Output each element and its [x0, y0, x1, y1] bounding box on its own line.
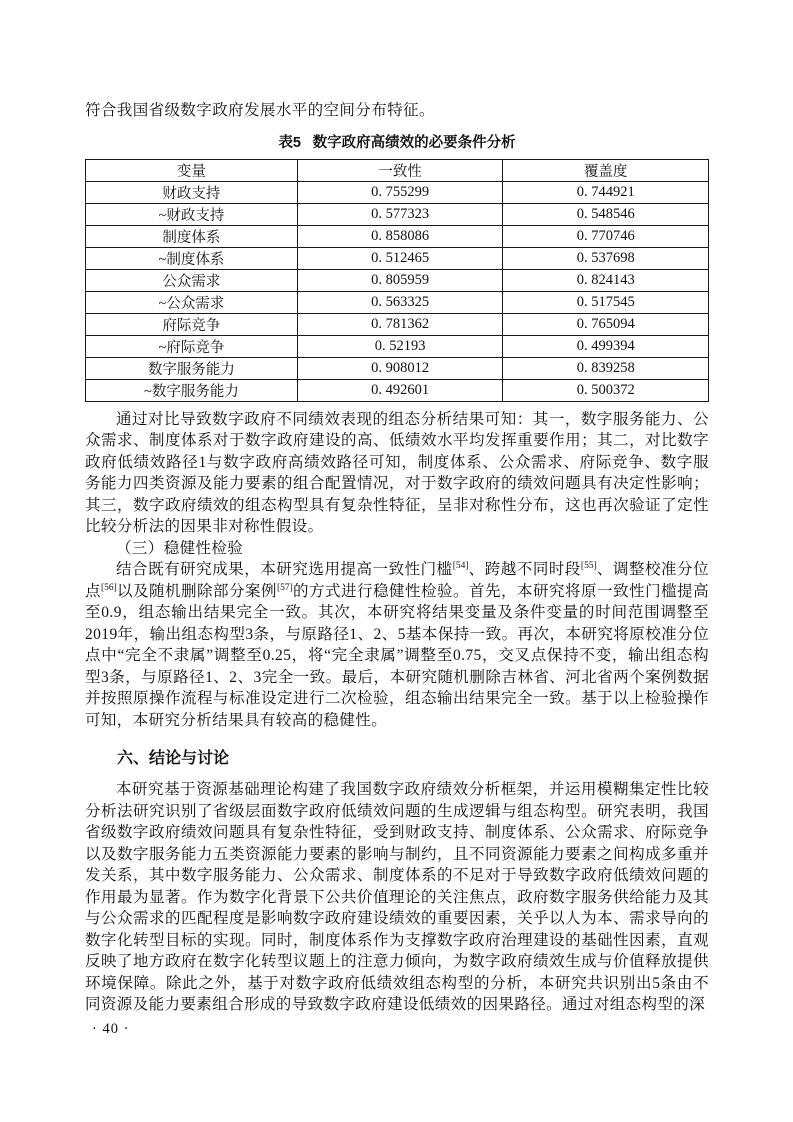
- table-cell: 0. 770746: [503, 225, 709, 247]
- table-cell: 府际竞争: [86, 313, 298, 335]
- table-caption-label: 表5: [278, 134, 301, 151]
- reference-superscript: [54]: [452, 560, 469, 571]
- table-cell: ~财政支持: [86, 203, 298, 225]
- table-cell: ~公众需求: [86, 291, 298, 313]
- conclusion-heading: 六、结论与讨论: [117, 750, 230, 767]
- table-cell: 0. 500372: [503, 379, 709, 401]
- table-row: [86, 225, 709, 247]
- table-cell: 数字服务能力: [86, 357, 298, 379]
- table-cell: ~府际竞争: [86, 335, 298, 357]
- table-row: [86, 269, 709, 291]
- table-header-row: [86, 159, 709, 181]
- reference-superscript: [57]: [277, 582, 293, 593]
- table-cell: 0. 577323: [297, 203, 503, 225]
- table-cell: 0. 805959: [297, 269, 503, 291]
- table-row: [86, 181, 709, 203]
- table-caption: [85, 131, 709, 152]
- table-cell: 0. 512465: [297, 247, 503, 269]
- table-cell: 0. 781362: [297, 313, 503, 335]
- table-header-cell: 一致性: [297, 159, 503, 181]
- table-cell: 0. 824143: [503, 269, 709, 291]
- table-row: [86, 203, 709, 225]
- necessity-analysis-table: [85, 159, 709, 402]
- table-cell: 0. 563325: [297, 291, 503, 313]
- table-cell: 0. 858086: [297, 225, 503, 247]
- paragraph-text-segment: 、跨越不同时段: [468, 561, 581, 578]
- table-row: [86, 291, 709, 313]
- intro-paragraph: 符合我国省级数字政府发展水平的空间分布特征。: [85, 102, 435, 119]
- robustness-paragraph: [85, 559, 709, 731]
- robustness-subheading: （三）稳健性检验: [116, 539, 244, 557]
- table-cell: 0. 492601: [297, 379, 503, 401]
- table-row: [86, 379, 709, 401]
- paragraph-text-segment: 以及随机删除部分案例: [116, 582, 278, 600]
- analysis-paragraph: 通过对比导致数字政府不同绩效表现的组态分析结果可知：其一，数字服务能力、公众需求、制度体系对于数字政府建设的高、低绩效水平均发挥重要作用；其二，对比数字政府低绩效路径1与数字政府高绩效路径可知，制度体系、公众需求、府际竞争、数字服务能力四类资源及能力要素的组合配置情况，对于数字政府的绩效问题具有决定性影响；其三，数字政府绩效的组态构型具有复杂性特征，呈非对称性分布，这也再次验证了定性比较分析法的因果非对称性假设。: [85, 410, 709, 535]
- table-header-cell: 覆盖度: [503, 159, 709, 181]
- table-cell: ~数字服务能力: [86, 379, 298, 401]
- conclusion-paragraph: 本研究基于资源基础理论构建了我国数字政府绩效分析框架，并运用模糊集定性比较分析法研究识别了省级层面数字政府低绩效问题的生成逻辑与组态构型。研究表明，我国省级数字政府绩效问题具有复杂性特征，受到财政支持、制度体系、公众需求、府际竞争以及数字服务能力五类资源能力要素的影响与制约，且不同资源能力要素之间构成多重并发关系，其中数字服务能力、公众需求、制度体系的不足对于导致数字政府低绩效问题的作用最为显著。作为数字化背景下公共价值理论的关注焦点，政府数字服务供给能力及其与公众需求的匹配程度是影响数字政府建设绩效的重要因素，关乎以人为本、需求导向的数字化转型目标的实现。同时，制度体系作为支撑数字政府治理建设的基础性因素，直观反映了地方政府在数字化转型议题上的注意力倾向，为数字政府绩效生成与价值释放提供环境保障。除此之外，基于对数字政府低绩效组态构型的分析，本研究共识别出5条由不同资源及能力要素组合形成的导致数字政府建设低绩效的因果路径。通过对组态构型的深: [85, 781, 709, 1013]
- paragraph-text-segment: 结合既有研究成果，本研究选用提高一致性门槛: [116, 561, 453, 578]
- paragraph-text-segment: 、调整校准分位点: [85, 561, 709, 600]
- table-cell: 制度体系: [86, 225, 298, 247]
- table-caption-title: 数字政府高绩效的必要条件分析: [312, 134, 516, 151]
- table-cell: 公众需求: [86, 269, 298, 291]
- table-row: [86, 247, 709, 269]
- table-cell: 0. 755299: [297, 181, 503, 203]
- table-cell: 0. 499394: [503, 335, 709, 357]
- table-cell: 0. 765094: [503, 313, 709, 335]
- reference-superscript: [56]: [101, 582, 117, 593]
- reference-superscript: [55]: [580, 560, 597, 571]
- table-row: [86, 313, 709, 335]
- table-cell: 0. 517545: [503, 291, 709, 313]
- table-row: [86, 357, 709, 379]
- page-number: · 40 ·: [92, 1020, 130, 1037]
- table-row: [86, 335, 709, 357]
- table-cell: 0. 548546: [503, 203, 709, 225]
- table-cell: 0. 537698: [503, 247, 709, 269]
- table-cell: 0. 908012: [297, 357, 503, 379]
- paragraph-text-segment: 的方式进行稳健性检验。首先，本研究将原一致性门槛提高至0.9，组态输出结果完全一致。其次，本研究将结果变量及条件变量的时间范围调整至2019年，输出组态构型3条，与原路径1、2、5基本保持一致。再次，本研究将原校准分位点中“完全不隶属”调整至0.25，将“完全隶属”调整至0.75，交叉点保持不变，输出组态构型3条，与原路径1、2、3完全一致。最后，本研究随机删除吉林省、河北省两个案例数据并按照原操作流程与标准设定进行二次检验，组态输出结果完全一致。基于以上检验操作可知，本研究分析结果具有较高的稳健性。: [85, 582, 709, 729]
- table-cell: 0. 744921: [503, 181, 709, 203]
- table-cell: 0. 839258: [503, 357, 709, 379]
- table-cell: 0. 52193: [297, 335, 503, 357]
- table-cell: ~制度体系: [86, 247, 298, 269]
- table-header-cell: 变量: [86, 159, 298, 181]
- table-cell: 财政支持: [86, 181, 298, 203]
